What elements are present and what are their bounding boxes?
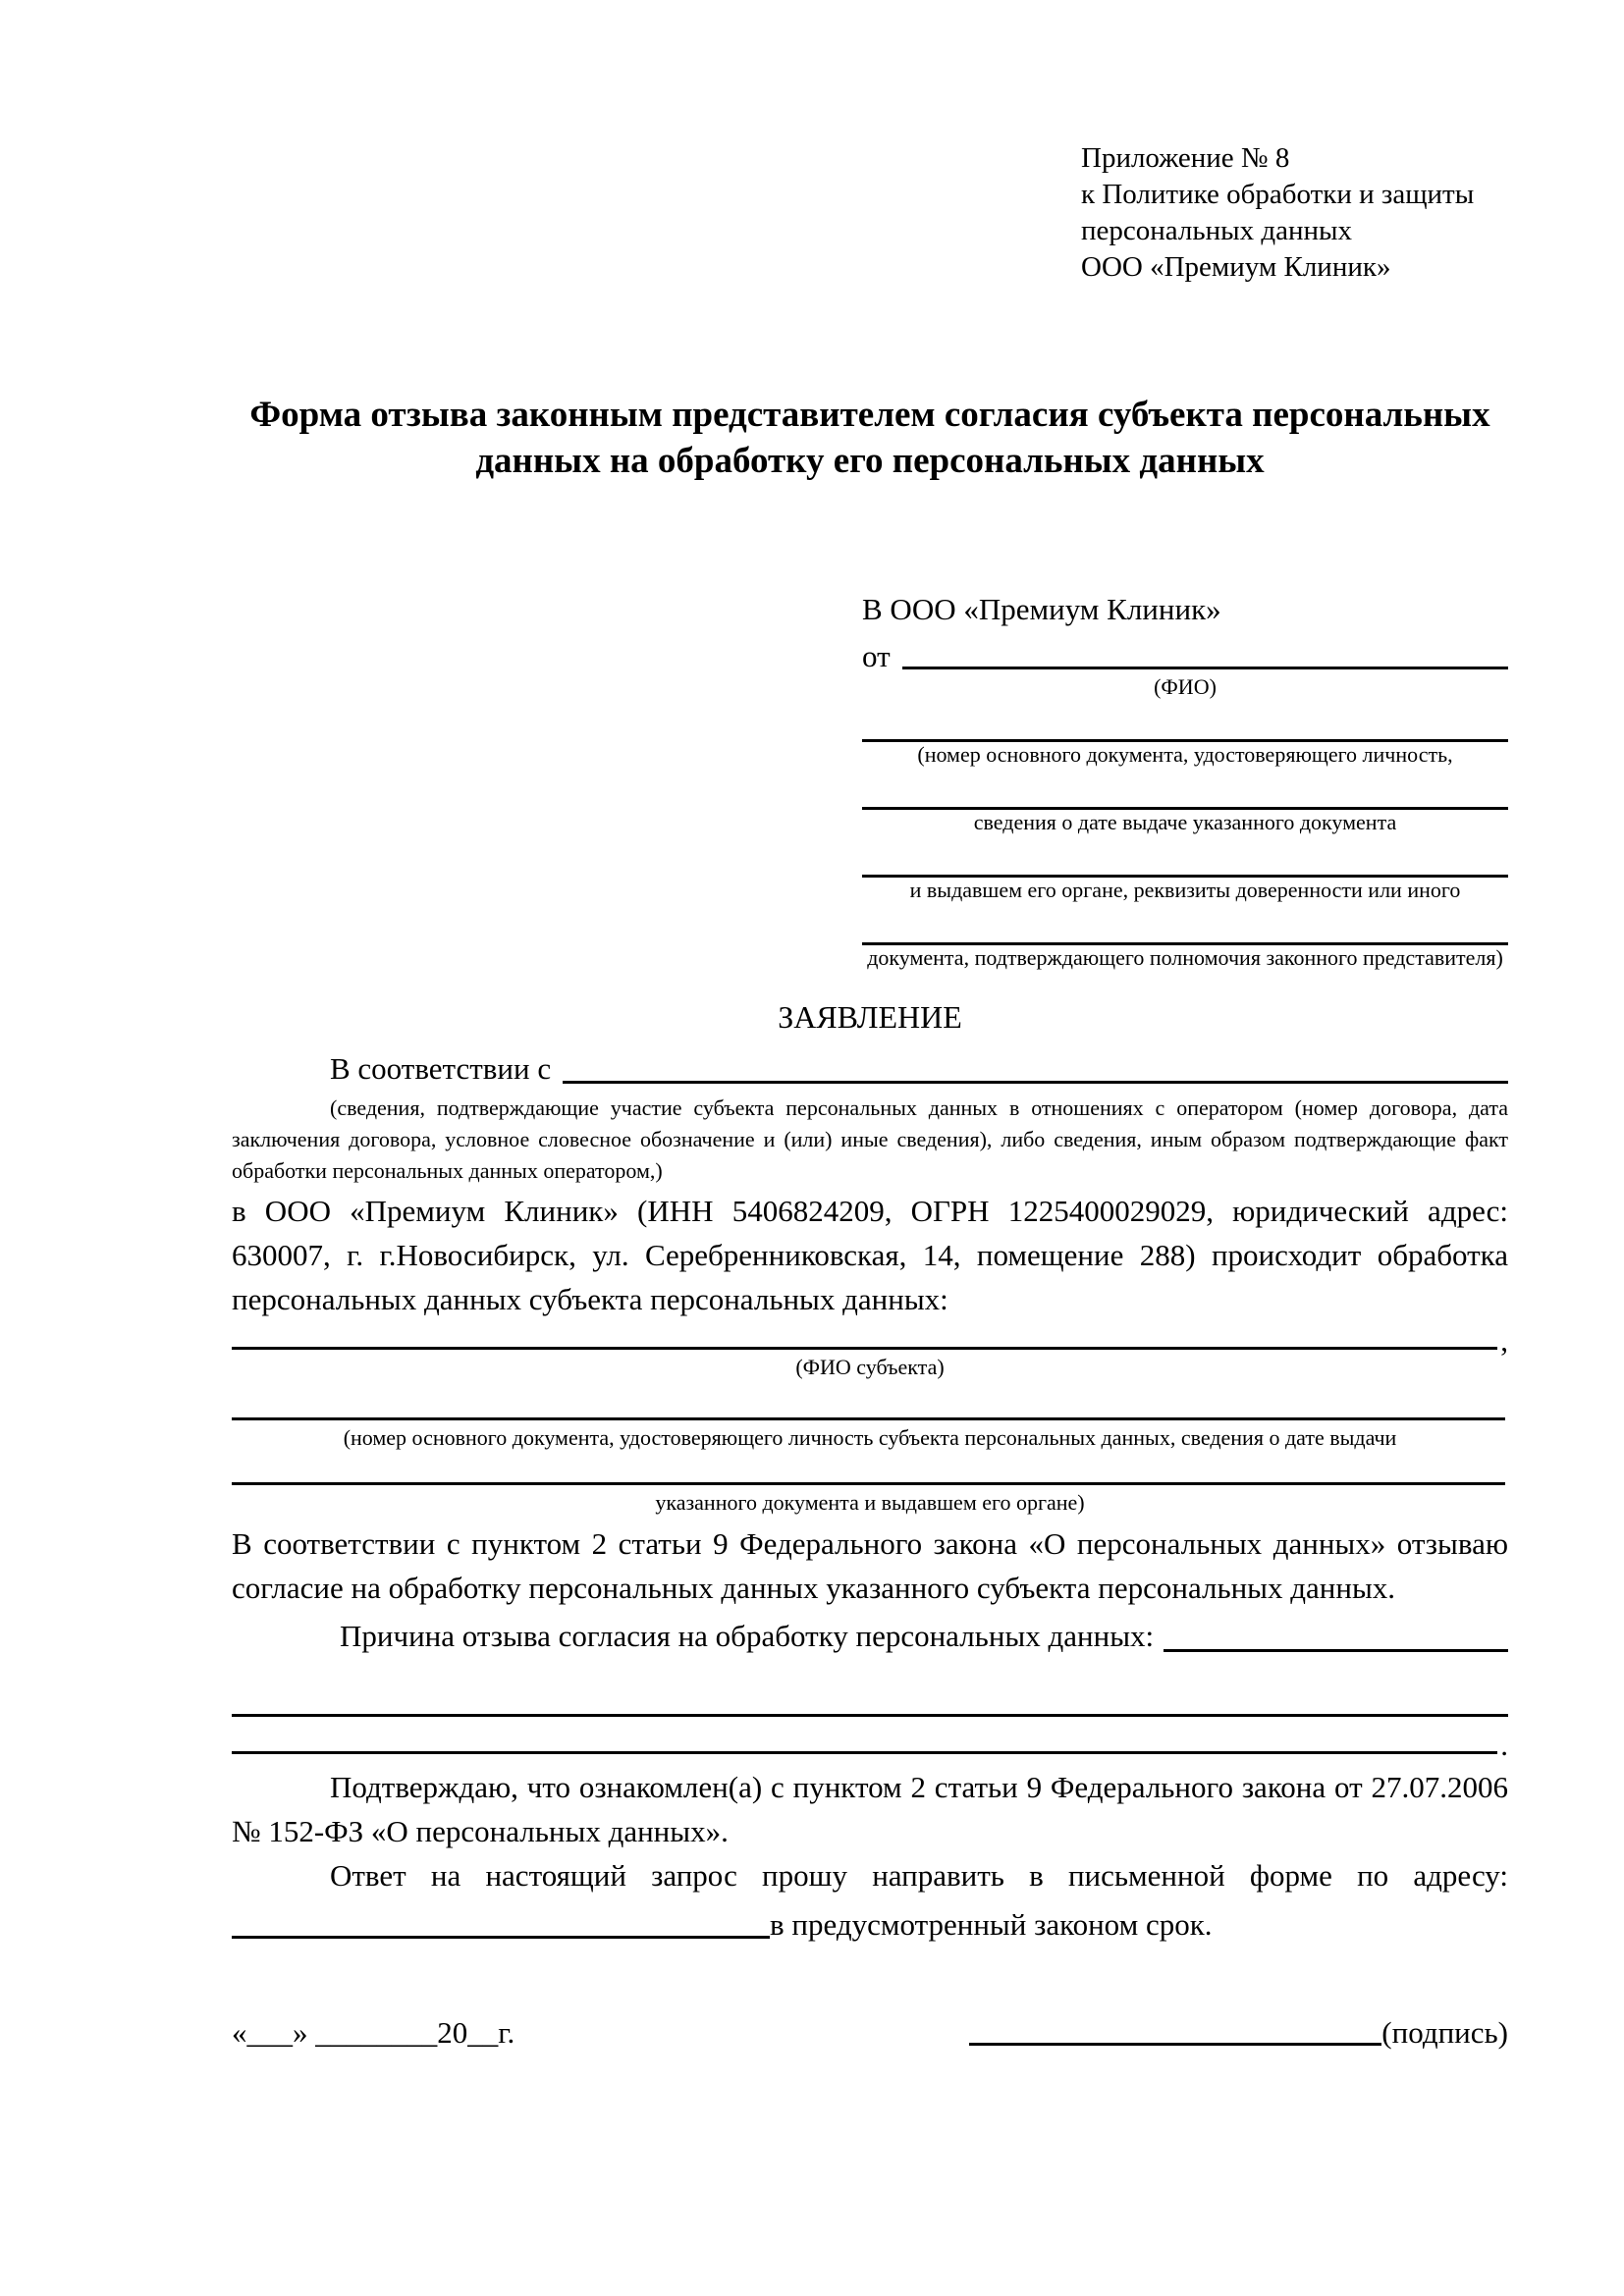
field-caption: и выдавшем его органе, реквизиты доверенности или иного bbox=[909, 878, 1461, 902]
reason-extra-blank-line bbox=[232, 1751, 1497, 1754]
annex-line: ООО «Премиум Клиник» bbox=[1081, 251, 1391, 283]
from-row bbox=[862, 635, 1508, 674]
representative-field bbox=[862, 716, 1508, 768]
subject-issuing-authority-blank-line bbox=[232, 1482, 1505, 1485]
subject-caption: (номер основного документа, удостоверяющего личность субъекта персональных данных, сведения о дате выдачи bbox=[343, 1425, 1397, 1450]
signature-group bbox=[969, 2015, 1508, 2051]
subject-id-document-blank-line bbox=[232, 1417, 1505, 1420]
subject-caption: указанного документа и выдавшем его органе) bbox=[655, 1490, 1085, 1515]
representative-field bbox=[862, 783, 1508, 835]
reason-extra-blank-line bbox=[232, 1714, 1508, 1717]
reason-label: Причина отзыва согласия на обработку персональных данных: bbox=[340, 1619, 1155, 1653]
subject-fio-row bbox=[232, 1323, 1508, 1358]
subject-caption: (ФИО субъекта) bbox=[795, 1355, 945, 1379]
representative-field bbox=[862, 851, 1508, 903]
annex-line: персональных данных bbox=[1081, 215, 1353, 246]
annex-block bbox=[1081, 140, 1508, 286]
representative-field bbox=[862, 919, 1508, 971]
id-document-blank-line bbox=[862, 716, 1508, 742]
basis-note: (сведения, подтверждающие участие субъекта персональных данных в отношениях с оператором (номер договора, дата заключения договора, условное словесное обозначение и (или) иные сведения), либо сведения, иным образом подтверждающие факт обработки персональных данных оператором,) bbox=[232, 1095, 1508, 1183]
subject-id-document-row bbox=[232, 1400, 1508, 1425]
issuing-authority-blank-line bbox=[862, 851, 1508, 878]
reply-tail: в предусмотренный законом срок. bbox=[770, 1907, 1213, 1942]
issue-date-blank-line bbox=[862, 783, 1508, 810]
addressee-block bbox=[862, 590, 1508, 971]
fio-blank-line bbox=[902, 667, 1508, 669]
fio-caption: (ФИО) bbox=[1154, 674, 1217, 699]
reply-address-blank-line bbox=[232, 1936, 770, 1939]
withdrawal-paragraph: В соответствии с пунктом 2 статьи 9 Федерального закона «О персональных данных» отзываю согласие на обработку персональных данных указанного субъекта персональных данных. bbox=[232, 1526, 1508, 1605]
field-caption: (номер основного документа, удостоверяющего личность, bbox=[917, 742, 1453, 767]
confirmation-paragraph: Подтверждаю, что ознакомлен(а) с пунктом 2 статьи 9 Федерального закона от 27.07.2006 № 152-ФЗ «О персональных данных». bbox=[232, 1770, 1508, 1848]
reason-extra-row bbox=[232, 1728, 1508, 1762]
date-placeholder: «___» ________20__г. bbox=[232, 2015, 515, 2050]
signature-caption: (подпись) bbox=[1381, 2015, 1508, 2050]
annex-line: к Политике обработки и защиты bbox=[1081, 179, 1475, 210]
line-suffix: , bbox=[1500, 1323, 1508, 1358]
footer-row bbox=[232, 2005, 1508, 2051]
operator-paragraph: в ООО «Премиум Клиник» (ИНН 5406824209, ОГРН 1225400029029, юридический адрес: 630007, г. г.Новосибирск, ул. Серебренниковская, 14, помещение 288) происходит обработка персональных данных субъекта персональных данных: bbox=[232, 1194, 1508, 1316]
reason-row bbox=[232, 1612, 1508, 1657]
statement-heading: ЗАЯВЛЕНИЕ bbox=[778, 999, 962, 1035]
basis-blank-line bbox=[563, 1081, 1508, 1084]
basis-row bbox=[232, 1045, 1508, 1089]
field-caption: документа, подтверждающего полномочия законного представителя) bbox=[867, 945, 1503, 970]
signature-blank-line bbox=[969, 2043, 1381, 2046]
from-label: от bbox=[862, 639, 891, 673]
reason-extra-row bbox=[232, 1696, 1508, 1722]
annex-line: Приложение № 8 bbox=[1081, 142, 1290, 174]
form-title: Форма отзыва законным представителем согласия субъекта персональных данных на обработку его персональных данных bbox=[249, 395, 1490, 481]
reply-request: Ответ на настоящий запрос прошу направить в письменной форме по адресу: bbox=[330, 1858, 1508, 1893]
reason-blank-line bbox=[1164, 1649, 1508, 1652]
document-content bbox=[232, 0, 1508, 2051]
subject-issuing-authority-row bbox=[232, 1465, 1508, 1490]
addressee-organization: В ООО «Премиум Клиник» bbox=[862, 592, 1221, 626]
reply-address-row bbox=[232, 1897, 1508, 1943]
field-caption: сведения о дате выдаче указанного документа bbox=[973, 810, 1397, 834]
basis-prefix: В соответствии с bbox=[330, 1051, 552, 1086]
subject-fio-blank-line bbox=[232, 1347, 1497, 1350]
authority-document-blank-line bbox=[862, 919, 1508, 945]
line-suffix: . bbox=[1500, 1728, 1508, 1762]
